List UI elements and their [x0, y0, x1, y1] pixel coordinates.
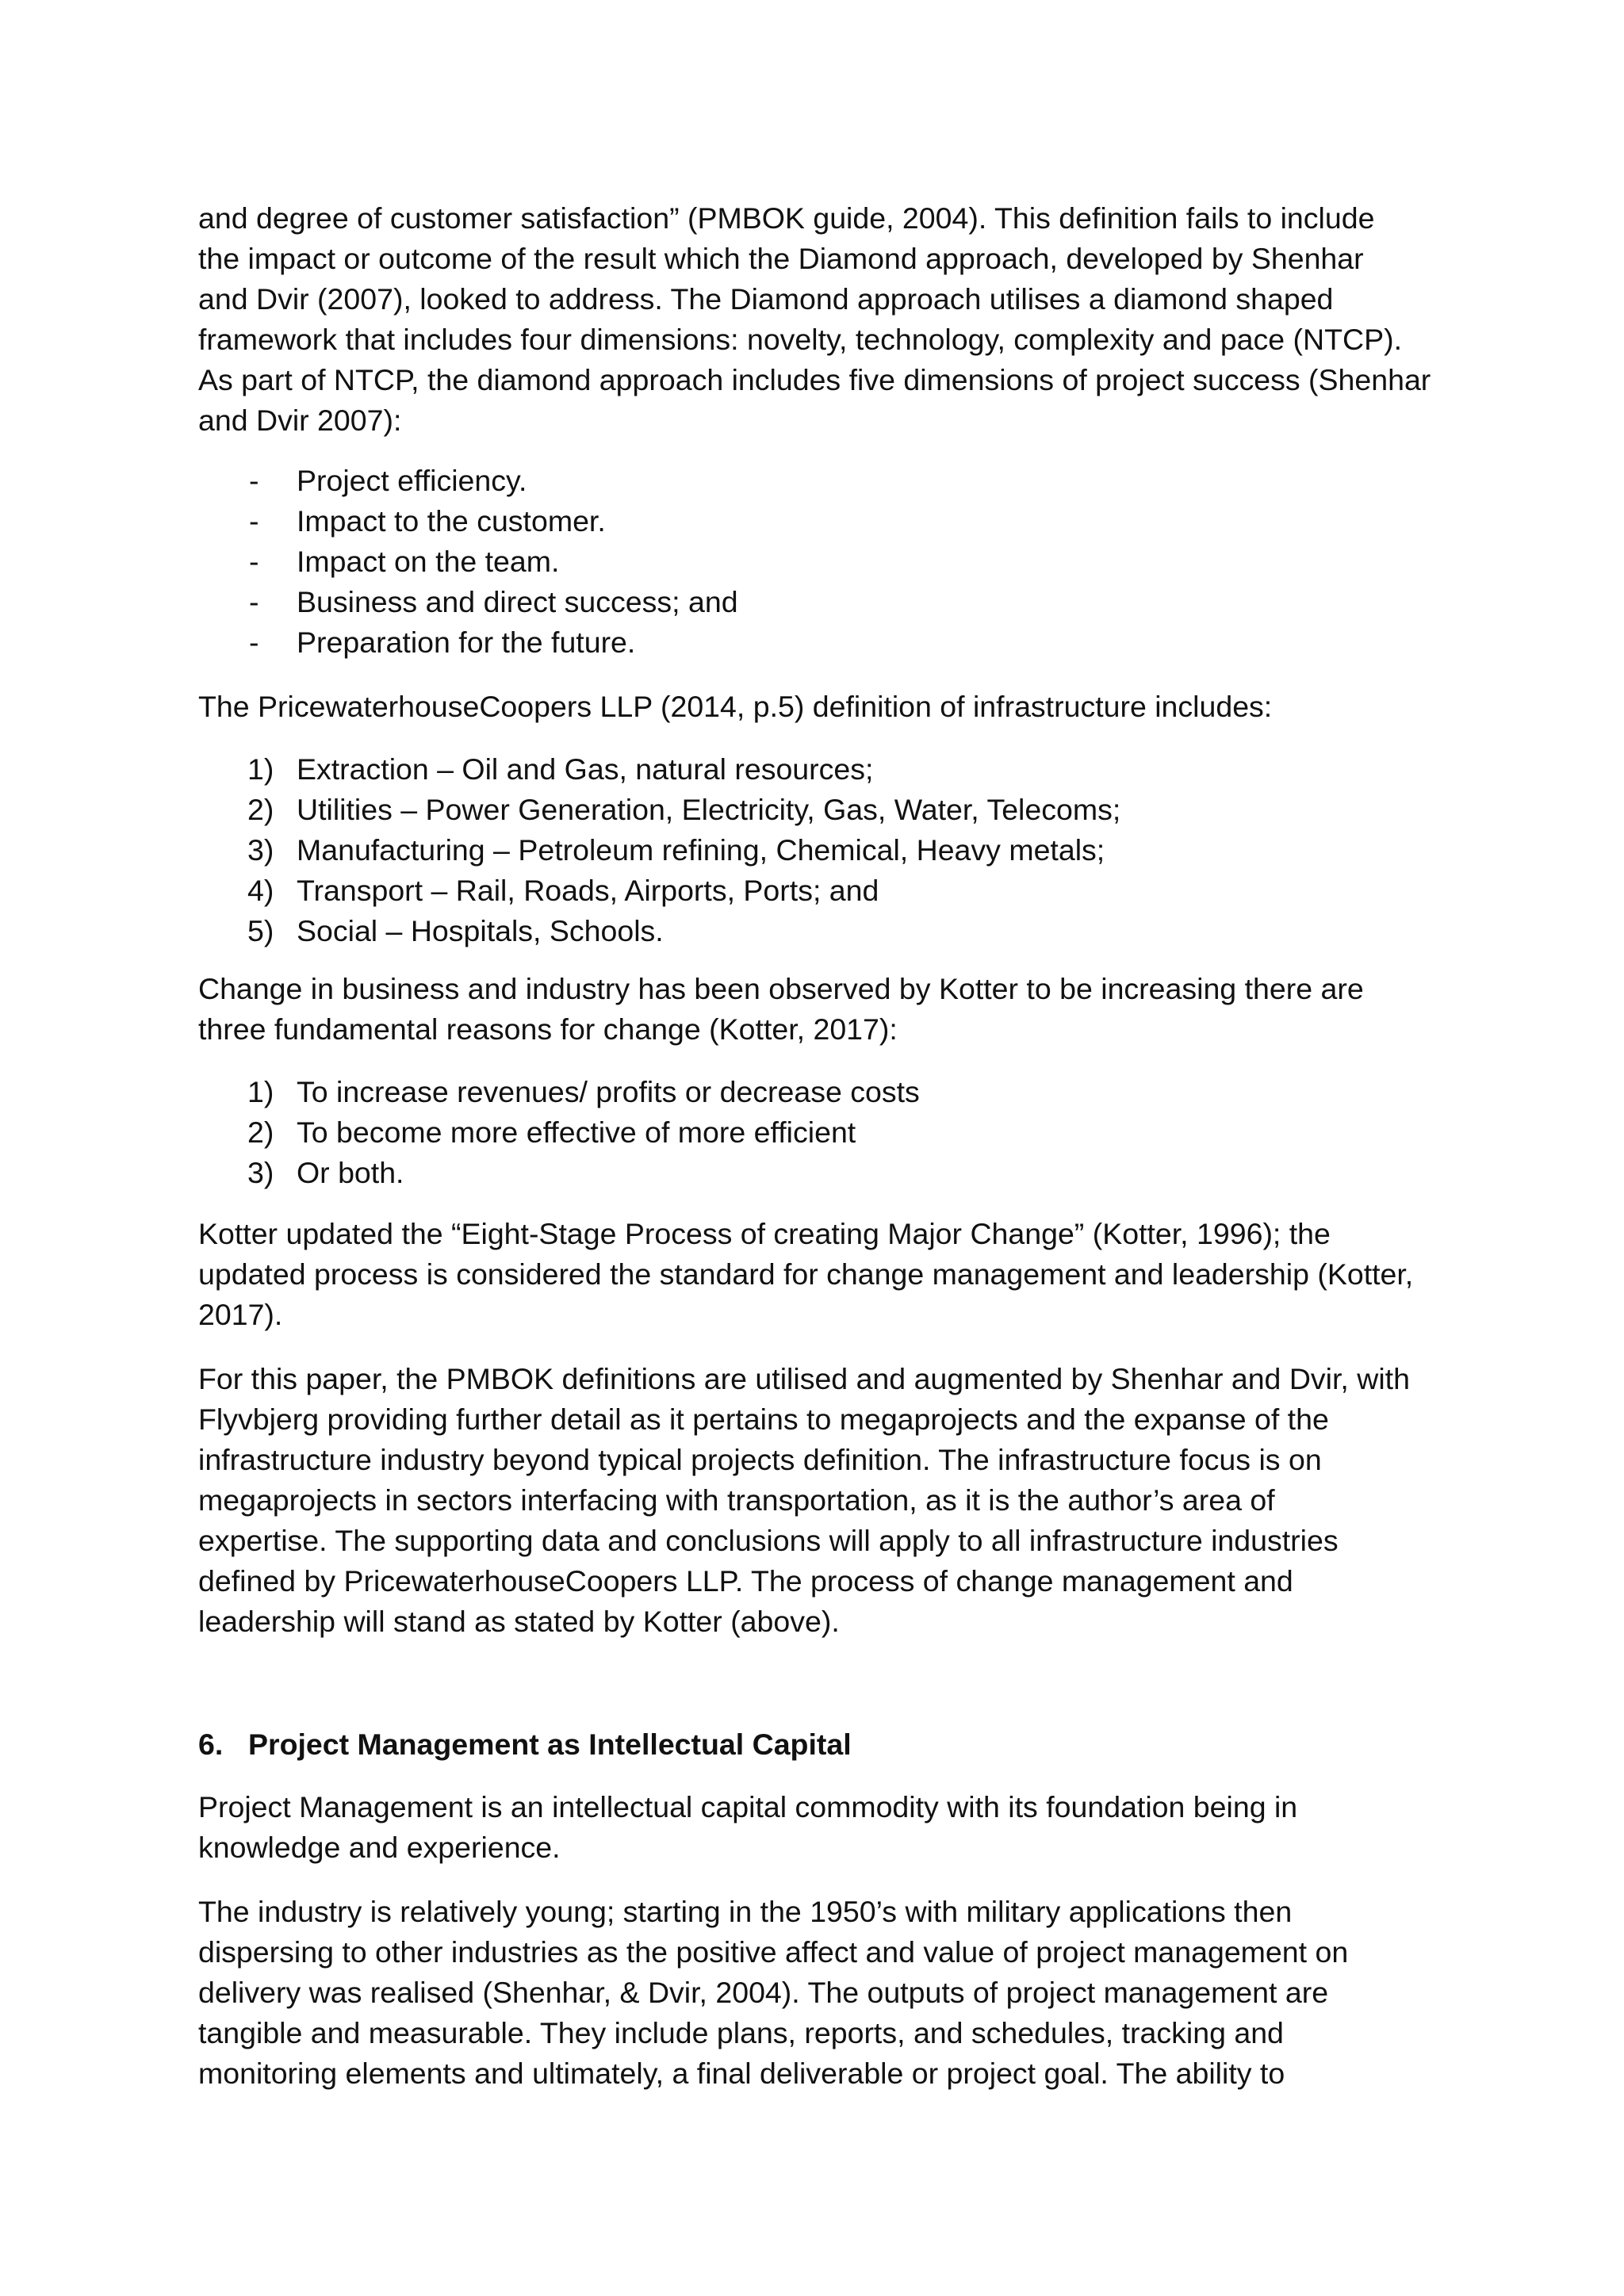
- list-item-text: Social – Hospitals, Schools.: [297, 914, 664, 947]
- list-marker: 5): [247, 914, 274, 947]
- paragraph-diamond-approach: and degree of customer satisfaction” (PMBOK guide, 2004). This definition fails to include the impact or outcome of the result which the Diamond approach, developed by Shenhar and Dvir (2007), looked to address. The Diamond approach utilises a diamond shaped framework that includes four dimensions: novelty, technology, complexity and pace (NTCP). As part of NTCP, the diamond approach includes five dimensions of project success (Shenhar and Dvir 2007):: [198, 201, 1431, 437]
- list-marker: 3): [247, 833, 274, 867]
- list-item-text: Extraction – Oil and Gas, natural resources;: [297, 752, 874, 786]
- list-item: [198, 830, 1435, 871]
- section-title: Project Management as Intellectual Capital: [248, 1728, 852, 1761]
- list-item: [198, 1112, 1435, 1153]
- list-marker: 2): [247, 793, 274, 826]
- list-item-text: Manufacturing – Petroleum refining, Chemical, Heavy metals;: [297, 833, 1105, 867]
- list-marker: 1): [247, 752, 274, 786]
- list-item: [198, 911, 1435, 951]
- list-marker: -: [249, 585, 259, 618]
- list-item-text: To become more effective of more efficient: [297, 1115, 856, 1149]
- paragraph-paper-scope: For this paper, the PMBOK definitions are utilised and augmented by Shenhar and Dvir, with Flyvbjerg providing further detail as it pertains to megaprojects and the expanse of the infrastructure industry beyond typical projects definition. The infrastructure focus is on megaprojects in sectors interfacing with transportation, as it is the author’s area of expertise. The supporting data and conclusions will apply to all infrastructure industries defined by PricewaterhouseCoopers LLP. The process of change management and leadership will stand as stated by Kotter (above).: [198, 1362, 1410, 1638]
- paragraph-intellectual-capital: Project Management is an intellectual capital commodity with its foundation being in knowledge and experience.: [198, 1790, 1298, 1864]
- list-item: [198, 871, 1435, 911]
- list-item-text: To increase revenues/ profits or decrease costs: [297, 1075, 920, 1108]
- list-item-text: Utilities – Power Generation, Electricity, Gas, Water, Telecoms;: [297, 793, 1121, 826]
- list-marker: 2): [247, 1115, 274, 1149]
- list-item-text: Transport – Rail, Roads, Airports, Ports; and: [297, 874, 879, 907]
- list-marker: 3): [247, 1156, 274, 1189]
- success-dimensions-list: [198, 461, 1435, 663]
- section-number: 6.: [198, 1728, 224, 1761]
- list-item-text: Impact to the customer.: [297, 504, 606, 538]
- list-item-text: Project efficiency.: [297, 464, 527, 497]
- list-marker: -: [249, 545, 259, 578]
- list-item-text: Business and direct success; and: [297, 585, 738, 618]
- change-reasons-list: [198, 1072, 1435, 1193]
- list-item: [198, 582, 1435, 622]
- list-marker: -: [249, 464, 259, 497]
- list-item: [198, 1072, 1435, 1112]
- section-heading: [198, 1724, 1435, 1765]
- list-item: [198, 749, 1435, 790]
- paragraph-change-reasons: Change in business and industry has been observed by Kotter to be increasing there are three fundamental reasons for change (Kotter, 2017):: [198, 972, 1364, 1046]
- list-item: [198, 622, 1435, 663]
- list-item-text: Impact on the team.: [297, 545, 560, 578]
- paragraph-infrastructure-definition: The PricewaterhouseCoopers LLP (2014, p.5) definition of infrastructure includes:: [198, 690, 1273, 723]
- list-marker: 4): [247, 874, 274, 907]
- list-marker: -: [249, 504, 259, 538]
- list-item: [198, 501, 1435, 541]
- list-item: [198, 461, 1435, 501]
- paragraph-kotter-process: Kotter updated the “Eight-Stage Process of creating Major Change” (Kotter, 1996); the updated process is considered the standard for change management and leadership (Kotter, 2017).: [198, 1217, 1414, 1331]
- infrastructure-list: [198, 749, 1435, 951]
- list-item: [198, 790, 1435, 830]
- list-item-text: Or both.: [297, 1156, 404, 1189]
- list-item-text: Preparation for the future.: [297, 626, 636, 659]
- paragraph-industry-history: The industry is relatively young; starting in the 1950’s with military applications then dispersing to other industries as the positive affect and value of project management on delivery was realised (Shenhar, & Dvir, 2004). The outputs of project management are tangible and measurable. They include plans, reports, and schedules, tracking and monitoring elements and ultimately, a final deliverable or project goal. The ability to: [198, 1895, 1349, 2090]
- list-item: [198, 1153, 1435, 1193]
- list-item: [198, 541, 1435, 582]
- list-marker: -: [249, 626, 259, 659]
- list-marker: 1): [247, 1075, 274, 1108]
